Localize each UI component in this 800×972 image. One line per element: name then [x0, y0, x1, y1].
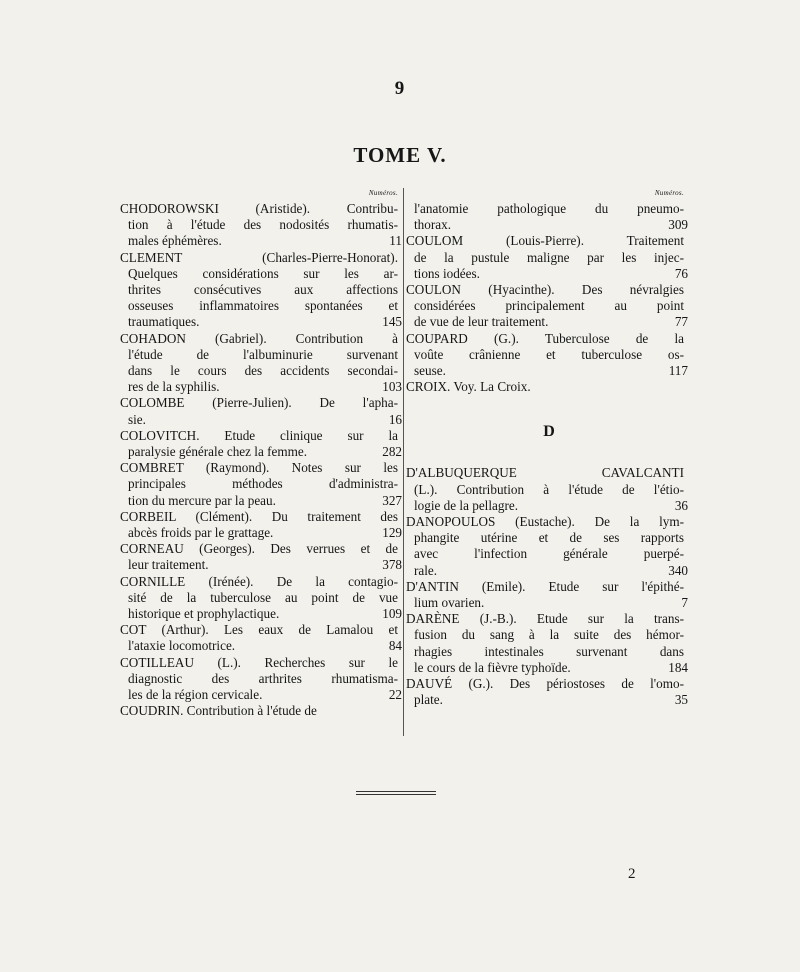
entry-line: logie de la pellagre.	[414, 497, 518, 513]
closing-rule-second	[356, 794, 436, 795]
entry-line: lium ovarien.	[414, 595, 485, 611]
entry-line: tion à l'étude des nodosités rhumatis-	[128, 217, 398, 233]
entry-line: paralysie générale chez la femme.	[128, 444, 308, 460]
entry-line: tions iodées.	[414, 265, 480, 281]
signature-mark: 2	[628, 866, 636, 882]
entry-line: CLEMENT (Charles-Pierre-Honorat).	[120, 249, 398, 265]
entry-line: CORNEAU (Georges). Des verrues et de	[120, 541, 398, 557]
entry-line: COT (Arthur). Les eaux de Lamalou et	[120, 622, 398, 638]
entry-line: D'ANTIN (Emile). Etude sur l'épithé-	[406, 578, 684, 594]
entry-number: 103	[382, 379, 402, 395]
entry-line: leur traitement.	[128, 557, 209, 573]
entry-line: COHADON (Gabriel). Contribution à	[120, 330, 398, 346]
index-entry	[406, 233, 688, 282]
entry-number: 282	[382, 444, 402, 460]
index-entry	[406, 578, 688, 611]
entry-line: thrites consécutives aux affections	[128, 282, 398, 298]
index-entry	[414, 201, 688, 233]
entry-number: 22	[388, 687, 402, 703]
entry-number: 77	[674, 314, 688, 330]
entry-number: 184	[668, 659, 688, 675]
entry-line: rhagies intestinales survenant dans	[414, 643, 684, 659]
entry-line: de la pustule maligne par les injec-	[414, 249, 684, 265]
index-entry	[406, 379, 684, 395]
entry-line: COMBRET (Raymond). Notes sur les	[120, 460, 398, 476]
entry-line: traumatiques.	[128, 314, 200, 330]
column-header-left: Numéros.	[368, 189, 398, 197]
entry-number: 16	[388, 411, 402, 427]
page-number	[0, 78, 800, 100]
entry-line: DANOPOULOS (Eustache). De la lym-	[406, 514, 684, 530]
index-entry	[120, 249, 402, 331]
entry-line: voûte crânienne et tuberculose os-	[414, 346, 684, 362]
entry-number: 36	[674, 497, 688, 513]
closing-rule	[356, 791, 436, 792]
entry-line: CROIX. Voy. La Croix.	[406, 379, 531, 395]
entry-line: seuse.	[414, 363, 446, 379]
entry-line: COUPARD (G.). Tuberculose de la	[406, 330, 684, 346]
entry-number: 378	[382, 557, 402, 573]
entry-line: tion du mercure par la peau.	[128, 492, 276, 508]
entry-line: phangite utérine et de ses rapports	[414, 530, 684, 546]
entry-number: 129	[382, 525, 402, 541]
index-entry	[120, 201, 402, 250]
entry-number: 117	[668, 363, 688, 379]
column-header-right: Numéros.	[654, 189, 684, 197]
entry-line: COULOM (Louis-Pierre). Traitement	[406, 233, 684, 249]
entry-line: le cours de la fièvre typhoïde.	[414, 659, 571, 675]
column-divider	[403, 188, 404, 736]
entry-line: historique et prophylactique.	[128, 606, 280, 622]
entry-line: l'étude de l'albuminurie survenant	[128, 346, 398, 362]
entry-line: diagnostic des arthrites rhumatisma-	[128, 670, 398, 686]
entry-number: 76	[674, 265, 688, 281]
index-entry	[406, 282, 688, 331]
entry-number: 327	[382, 492, 402, 508]
index-entry	[120, 541, 402, 573]
entry-number: 84	[388, 638, 402, 654]
entry-line: abcès froids par le grattage.	[128, 525, 274, 541]
entry-line: Quelques considérations sur les ar-	[128, 265, 398, 281]
section-letter: D	[543, 423, 555, 441]
right-entries-bottom	[406, 465, 688, 708]
entry-line: males éphémères.	[128, 233, 222, 249]
index-entry	[406, 465, 688, 514]
entry-line: dans le cours des accidents secondai-	[128, 363, 398, 379]
index-entry	[120, 330, 402, 396]
entry-line: DAUVÉ (G.). Des périostoses de l'omo-	[406, 676, 684, 692]
right-column	[406, 188, 688, 708]
entry-line: COUDRIN. Contribution à l'étude de	[120, 703, 317, 719]
index-entry	[120, 654, 402, 704]
entry-line: thorax.	[414, 217, 451, 233]
entry-line: l'anatomie pathologique du pneumo-	[414, 201, 684, 216]
entry-number: 35	[674, 692, 688, 708]
entry-line: CORBEIL (Clément). Du traitement des	[120, 508, 398, 524]
entry-line: l'ataxie locomotrice.	[128, 638, 236, 654]
entry-number: 145	[382, 314, 402, 330]
entry-number: 109	[382, 606, 402, 622]
entry-line: CORNILLE (Irénée). De la contagio-	[120, 573, 398, 589]
right-entries-top	[406, 201, 688, 395]
volume-title: TOME V.	[353, 143, 447, 167]
index-entry	[406, 676, 688, 708]
entry-line: DARÈNE (J.-B.). Etude sur la trans-	[406, 611, 684, 627]
index-entry	[120, 395, 402, 427]
entry-line: COLOVITCH. Etude clinique sur la	[120, 427, 398, 443]
entry-number: 309	[668, 217, 688, 233]
entry-line: avec l'infection générale puerpé-	[414, 546, 684, 562]
index-entry	[406, 611, 688, 676]
index-entry	[120, 427, 402, 460]
entry-number: 340	[668, 562, 688, 578]
entry-line: rale.	[414, 562, 438, 578]
entry-line: COLOMBE (Pierre-Julien). De l'apha-	[120, 395, 398, 411]
entry-line: osseuses inflammatoires spontanées et	[128, 298, 398, 314]
entry-number: 11	[389, 233, 402, 249]
entry-line: sie.	[128, 411, 146, 427]
entry-line: res de la syphilis.	[128, 379, 220, 395]
entry-line: (L.). Contribution à l'étude de l'étio-	[414, 481, 684, 497]
page-number-text: 9	[394, 78, 406, 99]
index-entry	[120, 508, 402, 541]
entry-line: principales méthodes d'administra-	[128, 476, 398, 492]
index-entry	[120, 573, 402, 623]
entry-line: COTILLEAU (L.). Recherches sur le	[120, 654, 398, 670]
entry-line: sité de la tuberculose au point de vue	[128, 589, 398, 605]
index-entry	[120, 460, 402, 509]
entry-line: D'ALBUQUERQUE CAVALCANTI	[406, 465, 684, 481]
index-entry	[120, 622, 402, 654]
index-entry	[120, 703, 398, 719]
entry-line: considérées principalement au point	[414, 298, 684, 314]
entry-line: les de la région cervicale.	[128, 687, 263, 703]
entry-line: CHODOROWSKI (Aristide). Contribu-	[120, 201, 398, 216]
entry-line: de vue de leur traitement.	[414, 314, 549, 330]
left-column	[120, 188, 402, 720]
entry-line: fusion du sang à la suite des hémor-	[414, 627, 684, 643]
entry-line: plate.	[414, 692, 443, 708]
index-entry	[406, 330, 688, 380]
entry-line: COULON (Hyacinthe). Des névralgies	[406, 282, 684, 298]
index-entry	[406, 514, 688, 579]
entry-number: 7	[681, 595, 688, 611]
